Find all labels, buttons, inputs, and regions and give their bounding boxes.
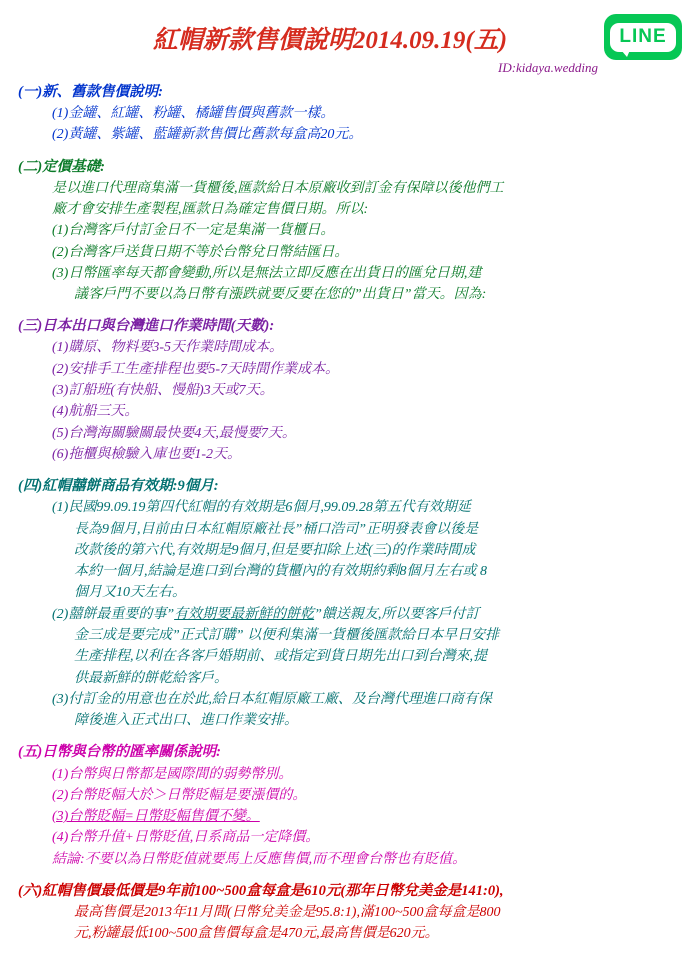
section-6-line-1: 最高售價是2013年11月間(日幣兌美金是95.8:1),滿100~500盒每盒是800: [74, 905, 501, 920]
section-2-line-2: 廠才會安排生產製程,匯款日為確定售價日期。所以:: [52, 201, 369, 217]
section-1: [18, 82, 682, 146]
section-4-underlined-phrase: 有效期要最新鮮的餅乾: [174, 606, 315, 622]
section-4-line-10: (3)付訂金的用意也在於此,給日本紅帽原廠工廠、及台灣代理進口商有保: [52, 691, 492, 707]
section-5-line-4: (4)台幣升值+日幣貶值,日系商品一定降價。: [52, 830, 320, 846]
section-4-line-6-prefix: (2)囍餅最重要的事”: [52, 606, 175, 622]
section-5-line-5: 結論:不要以為日幣貶值就要馬上反應售價,而不理會台幣也有貶值。: [52, 851, 467, 867]
section-3-line-2: (2)安排手工生產排程也要5-7天時間作業成本。: [52, 361, 339, 377]
section-3-line-3: (3)訂船班(有快船、慢船)3天或7天。: [52, 383, 274, 399]
section-1-line-1: (1)金罐、紅罐、粉罐、橘罐售價與舊款一樣。: [52, 106, 335, 122]
section-4-line-6-suffix: ”饋送親友,所以要客戶付訂: [314, 606, 480, 622]
section-4-line-2: 長為9個月,目前由日本紅帽原廠社長”桶口浩司”正明發表會以後是: [74, 521, 479, 537]
section-3: [18, 316, 682, 465]
section-2-line-5: (3)日幣匯率每天都會變動,所以是無法立即反應在出貨日的匯兌日期,建: [52, 265, 482, 281]
section-4-line-1: (1)民國99.09.19第四代紅帽的有效期是6個月,99.09.28第五代有效期延: [52, 500, 471, 516]
section-5-line-1: (1)台幣與日幣都是國際間的弱勢幣別。: [52, 766, 293, 782]
section-4-heading: (四)紅帽囍餅商品有效期:9個月:: [18, 478, 219, 495]
section-1-heading: (一)新、舊款售價說明:: [18, 84, 163, 100]
section-5-line-3: [18, 807, 682, 827]
section-4-line-3: 改款後的第六代,有效期是9個月,但是要扣除上述(三)的作業時間成: [74, 542, 476, 558]
section-2-line-4: (2)台灣客戶送貨日期不等於台幣兌日幣結匯日。: [52, 244, 349, 260]
section-5: [18, 742, 682, 870]
section-4-line-9: 供最新鮮的餅乾給客戶。: [74, 670, 228, 686]
section-1-line-2: (2)黃罐、紫罐、藍罐新款售價比舊款每盒高20元。: [52, 127, 363, 143]
line-logo-label: LINE: [610, 23, 675, 52]
section-3-line-6: (6)拖櫃與檢驗入庫也要1-2天。: [52, 446, 241, 462]
section-2: [18, 157, 682, 306]
section-4-line-8: 生產排程,以利在各客戶婚期前、或指定到貨日期先出口到台灣來,提: [74, 649, 487, 665]
section-2-line-3: (1)台灣客戶付訂金日不一定是集滿一貨櫃日。: [52, 223, 335, 239]
section-3-line-4: (4)航船三天。: [52, 404, 139, 420]
section-3-line-1: (1)購原、物料要3-5天作業時間成本。: [52, 340, 283, 356]
section-6-heading: (六)紅帽售價最低價是9年前100~500盒每盒是610元(那年日幣兌美金是141:0),: [18, 882, 504, 899]
section-3-line-5: (5)台灣海關驗關最快要4天,最慢要7天。: [52, 425, 296, 441]
section-5-heading: (五)日幣與台幣的匯率關係說明:: [18, 744, 221, 761]
section-4-line-6: [18, 605, 682, 625]
section-2-line-1: 是以進口代理商集滿一貨櫃後,匯款給日本原廠收到訂金有保障以後他們工: [52, 180, 504, 196]
section-4-line-7: 金三成是要完成”正式訂購” 以便利集滿一貨櫃後匯款給日本早日安排: [74, 628, 500, 643]
section-5-line-2: (2)台幣貶幅大於＞日幣貶幅是要漲價的。: [52, 787, 307, 803]
section-2-heading: (二)定價基礎:: [18, 158, 105, 175]
section-2-line-6: 議客戶門不要以為日幣有漲跌就要反要在您的”出貨日”當天。因為:: [74, 287, 487, 303]
section-4-line-11: 障後進入正式出口、進口作業安排。: [74, 713, 298, 729]
contact-id: ID:kidaya.wedding: [497, 60, 598, 75]
line-logo: [604, 14, 682, 60]
section-4-line-4: 本約一個月,結論是進口到台灣的貨櫃內的有效期約剩8個月左右或 8: [74, 564, 487, 580]
section-5-line-3-text: (3)台幣貶幅=日幣貶幅售價不變。: [52, 809, 260, 825]
page-title: 紅帽新款售價說明2014.09.19(五): [152, 27, 508, 54]
section-6-line-2: 元,粉罐最低100~500盒售價每盒是470元,最高售價是620元。: [74, 926, 439, 942]
section-6: [18, 881, 682, 945]
section-4: [18, 476, 682, 731]
section-3-heading: (三)日本出口與台灣進口作業時間(天數):: [18, 318, 275, 335]
section-4-line-5: 個月又10天左右。: [74, 585, 186, 601]
